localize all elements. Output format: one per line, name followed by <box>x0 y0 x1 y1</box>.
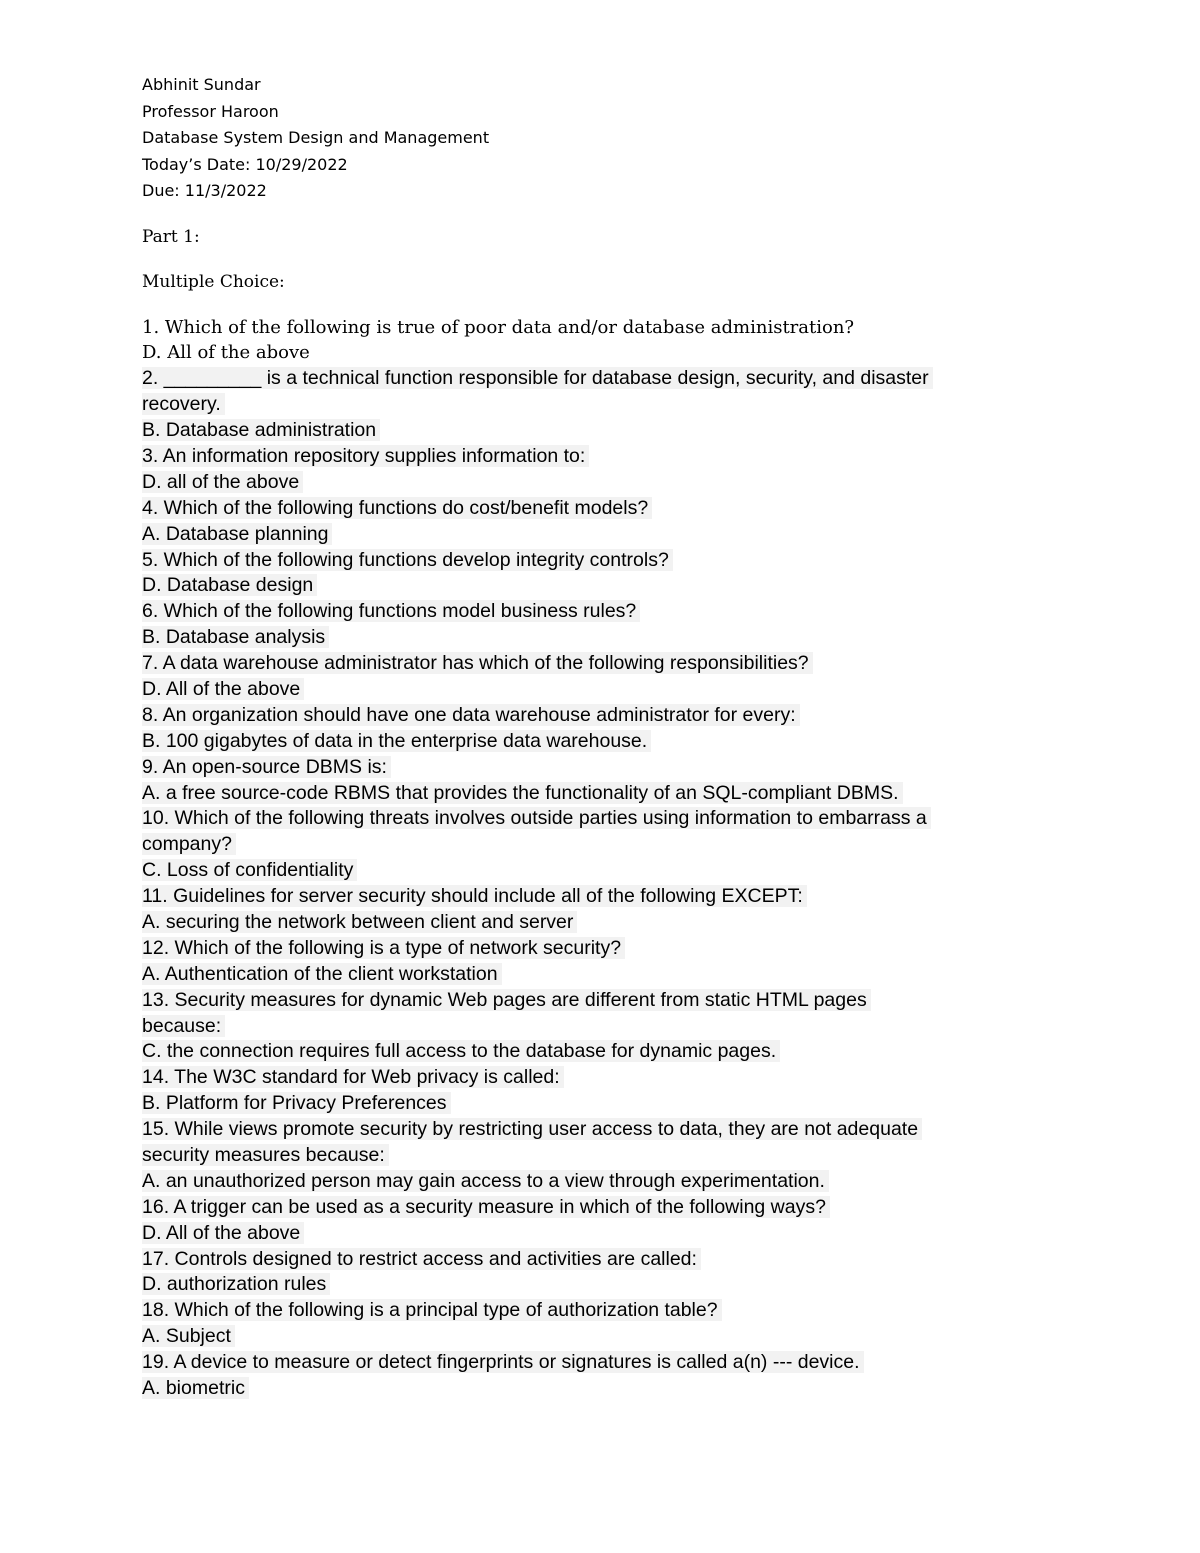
question-line: 12. Which of the following is a type of network security? <box>142 936 1062 962</box>
answer-line: A. Database planning <box>142 522 1062 548</box>
question-line: 15. While views promote security by restricting user access to data, they are not adequate <box>142 1117 1062 1143</box>
professor-name: Professor Haroon <box>142 101 279 121</box>
answer-line: C. Loss of confidentiality <box>142 858 1062 884</box>
answer-line: A. biometric <box>142 1376 1062 1402</box>
question-line-cont: security measures because: <box>142 1143 1062 1169</box>
question-line: 7. A data warehouse administrator has which of the following responsibilities? <box>142 651 1062 677</box>
answer-line: A. a free source-code RBMS that provides the functionality of an SQL-compliant DBMS. <box>142 781 1062 807</box>
answer-line: A. an unauthorized person may gain access to a view through experimentation. <box>142 1169 1062 1195</box>
answer-line: D. All of the above <box>142 677 1062 703</box>
question-line: 18. Which of the following is a principal type of authorization table? <box>142 1298 1062 1324</box>
course-title: Database System Design and Management <box>142 128 490 147</box>
question-line: 5. Which of the following functions develop integrity controls? <box>142 548 1062 574</box>
question-line: 17. Controls designed to restrict access and activities are called: <box>142 1247 1062 1273</box>
answer-line: A. Authentication of the client workstation <box>142 962 1062 988</box>
answer-line: B. Platform for Privacy Preferences <box>142 1091 1062 1117</box>
question-line-cont: company? <box>142 832 1062 858</box>
section-label: Multiple Choice: <box>142 271 285 292</box>
answer-line: B. Database analysis <box>142 625 1062 651</box>
answer-line: A. securing the network between client and server <box>142 910 1062 936</box>
question-line-cont: recovery. <box>142 392 1062 418</box>
answer-line: C. the connection requires full access to the database for dynamic pages. <box>142 1039 1062 1065</box>
question-line: 19. A device to measure or detect fingerprints or signatures is called a(n) --- device. <box>142 1350 1062 1376</box>
question-line: 13. Security measures for dynamic Web pages are different from static HTML pages <box>142 988 1062 1014</box>
student-name: Abhinit Sundar <box>142 75 261 94</box>
question-line: 14. The W3C standard for Web privacy is called: <box>142 1065 1062 1091</box>
todays-date: Today’s Date: 10/29/2022 <box>142 154 348 174</box>
answer-line: D. Database design <box>142 573 1062 599</box>
answer-line: B. Database administration <box>142 418 1062 444</box>
question-line: 11. Guidelines for server security should include all of the following EXCEPT: <box>142 884 1062 910</box>
part-label: Part 1: <box>142 226 200 247</box>
question-line: 6. Which of the following functions model business rules? <box>142 599 1062 625</box>
question-answer-list <box>142 315 1062 1402</box>
question-line-cont: because: <box>142 1014 1062 1040</box>
line-text: 2. _________ is a technical function responsible for database design, security, and disaster <box>142 367 933 389</box>
question-line: 4. Which of the following functions do cost/benefit models? <box>142 496 1062 522</box>
answer-line: B. 100 gigabytes of data in the enterprise data warehouse. <box>142 729 1062 755</box>
question-line: 16. A trigger can be used as a security measure in which of the following ways? <box>142 1195 1062 1221</box>
question-line <box>142 366 1062 392</box>
answer-line: D. All of the above <box>142 342 310 364</box>
document-page <box>142 72 1062 1402</box>
question-line: 3. An information repository supplies information to: <box>142 444 1062 470</box>
answer-line: D. all of the above <box>142 470 1062 496</box>
question-line: 8. An organization should have one data warehouse administrator for every: <box>142 703 1062 729</box>
question-line: 1. Which of the following is true of poor data and/or database administration? <box>142 316 855 338</box>
answer-line: D. authorization rules <box>142 1272 1062 1298</box>
answer-line: D. All of the above <box>142 1221 1062 1247</box>
answer-line: A. Subject <box>142 1324 1062 1350</box>
question-line: 9. An open-source DBMS is: <box>142 755 1062 781</box>
question-line: 10. Which of the following threats involves outside parties using information to embarrass a <box>142 806 1062 832</box>
due-date: Due: 11/3/2022 <box>142 181 267 200</box>
